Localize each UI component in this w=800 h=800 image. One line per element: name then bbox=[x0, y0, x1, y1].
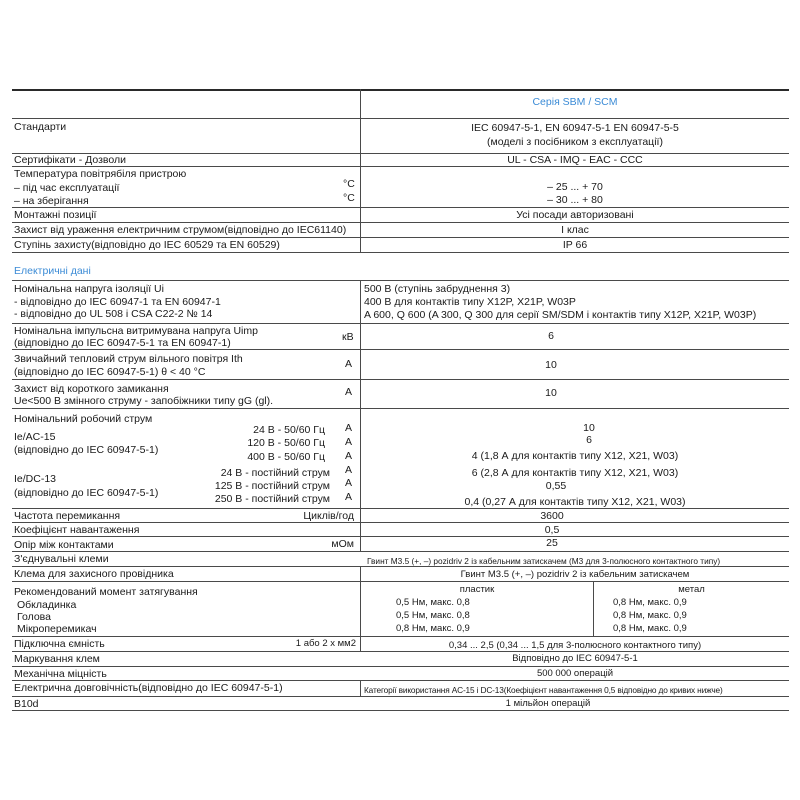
switching-freq-value: 3600 bbox=[540, 510, 564, 522]
load-factor-value: 0,5 bbox=[544, 524, 560, 536]
rule bbox=[12, 166, 789, 167]
rule bbox=[12, 551, 789, 552]
rule bbox=[12, 408, 789, 409]
capacity-unit: 1 або 2 x мм2 bbox=[295, 638, 356, 649]
dc13-unit: A bbox=[345, 491, 353, 503]
ac15-voltage: 120 В - 50/60 Гц bbox=[247, 437, 325, 449]
temperature-storage-label: – на зберігання bbox=[14, 195, 89, 207]
dc13-voltage: 24 В - постійний струм bbox=[220, 467, 330, 479]
thermal-value: 10 bbox=[545, 359, 557, 371]
ac15-label: Ie/AC-15 bbox=[14, 431, 56, 443]
impulse-sub: (відповідно до IEC 60947-5-1 та EN 60947-1) bbox=[14, 337, 231, 349]
impulse-label: Номінальна імпульсна витримувана напруга Uimp bbox=[14, 325, 258, 337]
rule bbox=[12, 323, 789, 324]
elec-life-value: Категорії використання AC-15 і DC-13(Коефіцієнт навантаження 0,5 відповідно до кривих нижче) bbox=[364, 685, 723, 695]
torque-plastic-header: пластик bbox=[459, 584, 495, 595]
operating-current-label: Номінальний робочий струм bbox=[14, 413, 153, 425]
contact-resistance-value: 25 bbox=[546, 537, 558, 549]
ac15-value: 4 (1,8 А для контактів типу X12, X21, W03) bbox=[471, 450, 679, 462]
mounting-label: Монтажні позиції bbox=[14, 209, 97, 221]
ip-degree-label: Ступінь захисту(відповідно до IEC 60529 та EN 60529) bbox=[14, 239, 280, 251]
ac15-unit: A bbox=[345, 450, 353, 462]
mech-life-value: 500 000 операцій bbox=[536, 668, 614, 679]
dc13-value: 6 (2,8 А для контактів типу X12, X21, W03) bbox=[471, 467, 679, 479]
torque-row-plastic: 0,5 Нм, макс. 0,8 bbox=[396, 610, 470, 621]
rule bbox=[12, 666, 789, 667]
temperature-operating-value: – 25 ... + 70 bbox=[547, 181, 603, 193]
ac15-unit: A bbox=[345, 422, 353, 434]
rule bbox=[12, 207, 789, 208]
insulation-value-1: 500 В (ступінь забруднення 3) bbox=[364, 283, 511, 295]
short-circuit-value: 10 bbox=[545, 387, 557, 399]
ac15-sub: (відповідно до IEC 60947-5-1) bbox=[14, 444, 159, 456]
dc13-value: 0,55 bbox=[545, 480, 567, 492]
dc13-value: 0,4 (0,27 А для контактів типу X12, X21, W03) bbox=[464, 496, 686, 508]
torque-metal-header: метал bbox=[678, 584, 705, 595]
insulation-iec: - відповідно до IEC 60947-1 та EN 60947-1 bbox=[14, 296, 221, 308]
dc13-label: Ie/DC-13 bbox=[14, 473, 57, 485]
rule bbox=[12, 508, 789, 509]
contact-resistance-unit: мОм bbox=[331, 538, 354, 550]
temperature-operating-unit: °C bbox=[343, 178, 355, 190]
dc13-unit: A bbox=[345, 464, 353, 476]
certificates-value: UL - CSA - IMQ - EAC - CCC bbox=[507, 154, 643, 166]
short-circuit-unit: A bbox=[345, 386, 353, 398]
rule bbox=[12, 581, 789, 582]
b10d-label: B10d bbox=[14, 698, 39, 710]
thermal-unit: A bbox=[345, 358, 353, 370]
short-circuit-label: Захист від короткого замикання bbox=[14, 383, 169, 395]
certificates-label: Сертифікати - Дозволи bbox=[14, 154, 126, 166]
ac15-value: 10 bbox=[583, 422, 595, 434]
switching-freq-label: Частота перемикання bbox=[14, 510, 121, 522]
torque-row-name: Голова bbox=[17, 611, 51, 623]
rule bbox=[12, 710, 789, 711]
insulation-value-2: 400 В для контактів типу X12P, X21P, W03P bbox=[364, 296, 576, 308]
torque-row-plastic: 0,5 Нм, макс. 0,8 bbox=[396, 597, 470, 608]
load-factor-label: Коефіцієнт навантаження bbox=[14, 524, 140, 536]
contact-resistance-label: Опір між контактами bbox=[14, 539, 114, 551]
column-rule bbox=[360, 680, 361, 696]
thermal-label: Звичайний тепловий струм вільного повітря Ith bbox=[14, 353, 243, 365]
marking-label: Маркування клем bbox=[14, 653, 100, 665]
insulation-label: Номінальна напруга ізоляції Ui bbox=[14, 283, 164, 295]
torque-row-name: Обкладинка bbox=[17, 599, 77, 611]
thermal-sub: (відповідно до IEC 60947-5-1) θ < 40 °C bbox=[14, 366, 206, 378]
capacity-label: Підключна ємність bbox=[14, 638, 105, 650]
ac15-unit: A bbox=[345, 436, 353, 448]
impulse-unit: кВ bbox=[342, 331, 354, 343]
dc13-voltage: 125 В - постійний струм bbox=[214, 480, 330, 492]
torque-row-metal: 0,8 Нм, макс. 0,9 bbox=[613, 610, 687, 621]
dc13-unit: A bbox=[345, 477, 353, 489]
standards-note: (моделі з посібником з експлуатації) bbox=[487, 136, 663, 148]
shock-protection-value: I клас bbox=[561, 224, 589, 236]
rule bbox=[12, 118, 789, 119]
ip-degree-value: IP 66 bbox=[562, 239, 588, 251]
marking-value: Відповідно до IEC 60947-5-1 bbox=[512, 653, 638, 664]
rule bbox=[12, 237, 789, 238]
series-header: Серія SBM / SCM bbox=[532, 96, 618, 108]
shock-protection-label: Захист від ураження електричним струмом(відповідно до IEC61140) bbox=[14, 224, 347, 236]
temperature-label: Температура повітрябіля пристрою bbox=[14, 168, 187, 180]
torque-row-plastic: 0,8 Нм, макс. 0,9 bbox=[396, 623, 470, 634]
elec-life-label: Електрична довговічність(відповідно до IEC 60947-5-1) bbox=[14, 682, 283, 694]
rule bbox=[12, 280, 789, 281]
rule bbox=[12, 696, 789, 697]
temperature-operating-label: – під час експлуатації bbox=[14, 182, 120, 194]
insulation-ul: - відповідно до UL 508 і CSA C22-2 № 14 bbox=[14, 308, 213, 320]
impulse-value: 6 bbox=[548, 330, 554, 342]
short-circuit-sub: Ue<500 В змінного струму - запобіжники типу gG (gl). bbox=[14, 395, 274, 407]
ac15-value: 6 bbox=[586, 434, 592, 446]
rule bbox=[12, 379, 789, 380]
dc13-sub: (відповідно до IEC 60947-5-1) bbox=[14, 487, 159, 499]
torque-label: Рекомендований момент затягування bbox=[14, 586, 198, 598]
temperature-storage-unit: °C bbox=[343, 192, 355, 204]
dc13-voltage: 250 В - постійний струм bbox=[214, 493, 330, 505]
rule bbox=[12, 349, 789, 350]
torque-row-metal: 0,8 Нм, макс. 0,9 bbox=[613, 597, 687, 608]
rule bbox=[12, 222, 789, 223]
rule bbox=[12, 680, 789, 681]
mounting-value: Усі посади авторизовані bbox=[516, 209, 634, 221]
temperature-storage-value: – 30 ... + 80 bbox=[547, 194, 603, 206]
switching-freq-unit: Циклів/год bbox=[303, 510, 354, 522]
rule bbox=[12, 252, 789, 253]
rule bbox=[12, 89, 789, 91]
ac15-voltage: 24 В - 50/60 Гц bbox=[253, 424, 325, 436]
mech-life-label: Механічна міцність bbox=[14, 668, 107, 680]
standards-label: Стандарти bbox=[14, 121, 67, 133]
standards-value: IEC 60947-5-1, EN 60947-5-1 EN 60947-5-5 bbox=[471, 122, 679, 134]
protective-terminal-value: Гвинт M3.5 (+, –) pozidriv 2 із кабельним затискачем bbox=[460, 569, 690, 580]
electrical-header: Електричні дані bbox=[14, 265, 91, 277]
rule bbox=[12, 636, 789, 637]
capacity-value: 0,34 ... 2,5 (0,34 ... 1,5 для 3-полюсного контактного типу) bbox=[448, 640, 702, 651]
protective-terminal-label: Клема для захисного провідника bbox=[14, 568, 174, 580]
ac15-voltage: 400 В - 50/60 Гц bbox=[247, 451, 325, 463]
rule bbox=[12, 522, 789, 523]
terminals-value: Гвинт M3.5 (+, –) pozidriv 2 із кабельним затискачем (M3 для 3-полюсного контактного типу) bbox=[367, 556, 721, 566]
terminals-label: З'єднувальні клеми bbox=[14, 553, 109, 565]
torque-row-name: Мікроперемикач bbox=[17, 623, 97, 635]
insulation-value-3: A 600, Q 600 (A 300, Q 300 для серії SM/SDM і контактів типу X12P, X21P, W03P) bbox=[364, 309, 757, 321]
torque-row-metal: 0,8 Нм, макс. 0,9 bbox=[613, 623, 687, 634]
b10d-value: 1 мільйон операцій bbox=[505, 698, 591, 709]
